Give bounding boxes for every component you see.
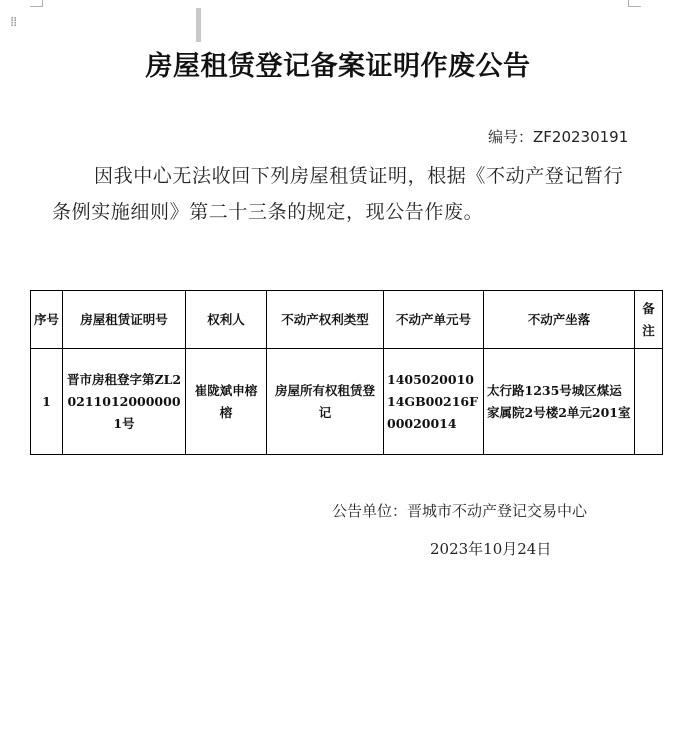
cell-right-type: 房屋所有权租赁登记 xyxy=(267,349,384,455)
document-body: 因我中心无法收回下列房屋租赁证明，根据《不动产登记暂行条例实施细则》第二十三条的规定，现公告作废。 xyxy=(52,165,624,223)
page-corner-mark-top-left xyxy=(30,0,43,7)
text-cursor-bar xyxy=(196,8,201,42)
cell-location: 太行路1235号城区煤运家属院2号楼2单元201室 xyxy=(484,349,635,455)
drag-handle-icon[interactable]: ⁞⁞ xyxy=(10,15,17,30)
table-header-row xyxy=(31,291,663,349)
page-corner-mark-top-right xyxy=(628,0,641,7)
header-seq: 序号 xyxy=(31,291,63,349)
header-remark: 备注 xyxy=(635,291,663,349)
notice-unit: 公告单位：晋城市不动产登记交易中心 xyxy=(332,502,588,520)
cell-remark xyxy=(635,349,663,455)
cell-seq: 1 xyxy=(31,349,63,455)
cell-holder: 崔陇斌申榕榕 xyxy=(186,349,267,455)
document-number: 编号：ZF20230191 xyxy=(488,128,629,146)
header-cert-no: 房屋租赁证明号 xyxy=(63,291,186,349)
cell-cert-no: 晋市房租登字第ZL202110120000001号 xyxy=(63,349,186,455)
document-title: 房屋租赁登记备案证明作废公告 xyxy=(145,51,531,82)
header-location: 不动产坐落 xyxy=(484,291,635,349)
header-right-type: 不动产权利类型 xyxy=(267,291,384,349)
header-unit-no: 不动产单元号 xyxy=(384,291,484,349)
table-row xyxy=(31,349,663,455)
notice-date: 2023年10月24日 xyxy=(430,540,552,558)
header-holder: 权利人 xyxy=(186,291,267,349)
certificate-table xyxy=(30,290,663,455)
cell-unit-no: 140502001014GB00216F00020014 xyxy=(384,349,484,455)
